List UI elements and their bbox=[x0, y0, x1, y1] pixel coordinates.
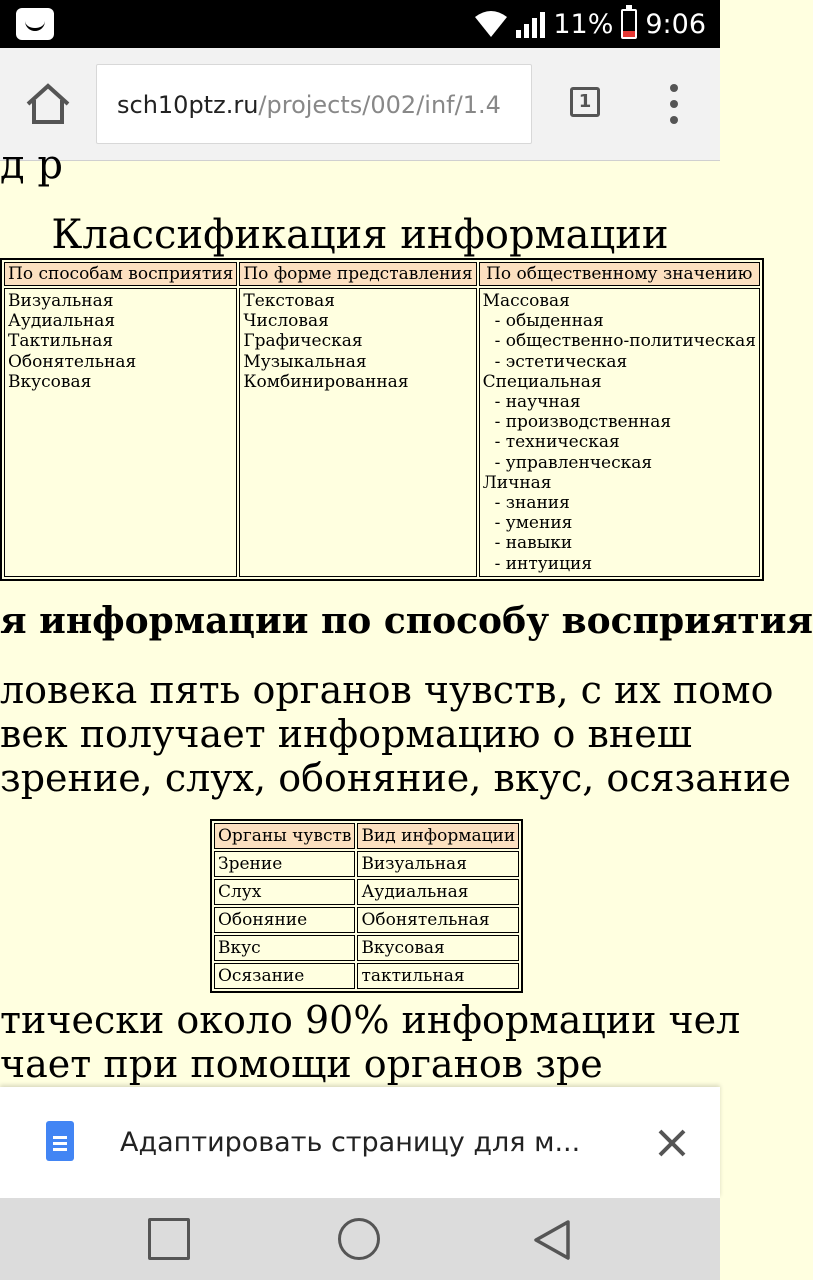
overflow-menu-icon[interactable] bbox=[664, 84, 684, 124]
list-item: Массовая bbox=[482, 291, 570, 311]
back-icon[interactable] bbox=[530, 1218, 574, 1262]
list-item: Музыкальная bbox=[243, 351, 367, 372]
table-row bbox=[214, 851, 519, 877]
home-button[interactable] bbox=[338, 1218, 380, 1260]
paragraph-line: тически около 90% информации чел bbox=[0, 998, 741, 1042]
home-icon[interactable] bbox=[22, 78, 74, 130]
url-path: /projects/002/inf/1.4 bbox=[258, 91, 501, 119]
list-item: Специальная bbox=[482, 371, 602, 392]
list-item: - общественно-политическая bbox=[494, 331, 756, 352]
list-item: Текстовая bbox=[243, 291, 335, 311]
table-row bbox=[214, 963, 519, 989]
table-cell: тактильная bbox=[357, 963, 519, 989]
section-heading: я информации по способу восприятия bbox=[0, 600, 813, 642]
recent-apps-button[interactable] bbox=[148, 1218, 190, 1260]
address-bar[interactable] bbox=[96, 64, 532, 144]
list-item: Графическая bbox=[243, 331, 363, 352]
list-item: - техническая bbox=[494, 432, 620, 453]
table-cell: Визуальная bbox=[357, 851, 519, 877]
table-header: По общественному значению bbox=[479, 262, 760, 286]
list-item: - знания bbox=[494, 493, 570, 514]
wifi-icon bbox=[474, 9, 508, 39]
battery-icon bbox=[621, 9, 637, 39]
page-title: Классификация информации bbox=[51, 212, 669, 258]
paragraph-line: чает при помощи органов зре bbox=[0, 1042, 603, 1086]
list-item: Личная bbox=[482, 472, 552, 493]
table-cell: Вкус bbox=[214, 935, 355, 961]
system-nav-bar bbox=[0, 1198, 720, 1280]
list-item: - производственная bbox=[494, 412, 672, 433]
table-cell: Зрение bbox=[214, 851, 355, 877]
notification-app-icon bbox=[16, 8, 54, 40]
table-cell-form bbox=[239, 288, 476, 577]
url-host: sch10ptz.ru bbox=[117, 91, 259, 119]
list-item: Комбинированная bbox=[243, 371, 409, 392]
close-icon[interactable] bbox=[654, 1125, 690, 1161]
paragraph-line: зрение, слух, обоняние, вкус, осязание bbox=[0, 756, 792, 800]
table-cell-social bbox=[479, 288, 760, 577]
document-icon bbox=[46, 1121, 74, 1161]
paragraph-line: век получает информацию о внеш bbox=[0, 712, 693, 756]
table-cell: Обонятельная bbox=[357, 907, 519, 933]
list-item: Вкусовая bbox=[8, 371, 92, 392]
status-bar bbox=[0, 0, 720, 48]
table-row bbox=[214, 907, 519, 933]
clock: 9:06 bbox=[645, 8, 706, 40]
table-cell: Обоняние bbox=[214, 907, 355, 933]
table-cell-perception bbox=[4, 288, 237, 577]
battery-percent: 11% bbox=[553, 8, 614, 40]
list-item: Обонятельная bbox=[8, 351, 137, 372]
table-cell: Осязание bbox=[214, 963, 355, 989]
list-item: Числовая bbox=[243, 311, 329, 332]
list-item: - управленческая bbox=[494, 452, 653, 473]
list-item: - научная bbox=[494, 392, 581, 413]
cut-off-text: д р bbox=[0, 142, 63, 188]
table-header: По форме представления bbox=[239, 262, 476, 286]
table-header: По способам восприятия bbox=[4, 262, 237, 286]
classification-table bbox=[0, 258, 764, 581]
table-cell: Вкусовая bbox=[357, 935, 519, 961]
list-item: - навыки bbox=[494, 533, 573, 554]
table-header: Органы чувств bbox=[214, 823, 355, 849]
list-item: - умения bbox=[494, 513, 573, 534]
list-item: Тактильная bbox=[8, 331, 114, 352]
list-item: Аудиальная bbox=[8, 311, 116, 332]
banner-text[interactable]: Адаптировать страницу для м... bbox=[120, 1127, 581, 1158]
table-row bbox=[214, 935, 519, 961]
signal-icon bbox=[516, 10, 545, 38]
mobile-friendly-banner[interactable] bbox=[0, 1087, 720, 1198]
browser-toolbar bbox=[0, 48, 720, 161]
paragraph-line: ловека пять органов чувств, с их помо bbox=[0, 668, 774, 712]
senses-table bbox=[210, 819, 523, 993]
table-row bbox=[214, 879, 519, 905]
table-cell: Аудиальная bbox=[357, 879, 519, 905]
table-header: Вид информации bbox=[357, 823, 519, 849]
list-item: Визуальная bbox=[8, 291, 114, 311]
list-item: - эстетическая bbox=[494, 351, 628, 372]
list-item: - обыденная bbox=[494, 311, 604, 332]
list-item: - интуиция bbox=[494, 553, 593, 574]
table-cell: Слух bbox=[214, 879, 355, 905]
web-page bbox=[0, 142, 813, 1087]
tab-switcher-button[interactable]: 1 bbox=[570, 87, 600, 117]
